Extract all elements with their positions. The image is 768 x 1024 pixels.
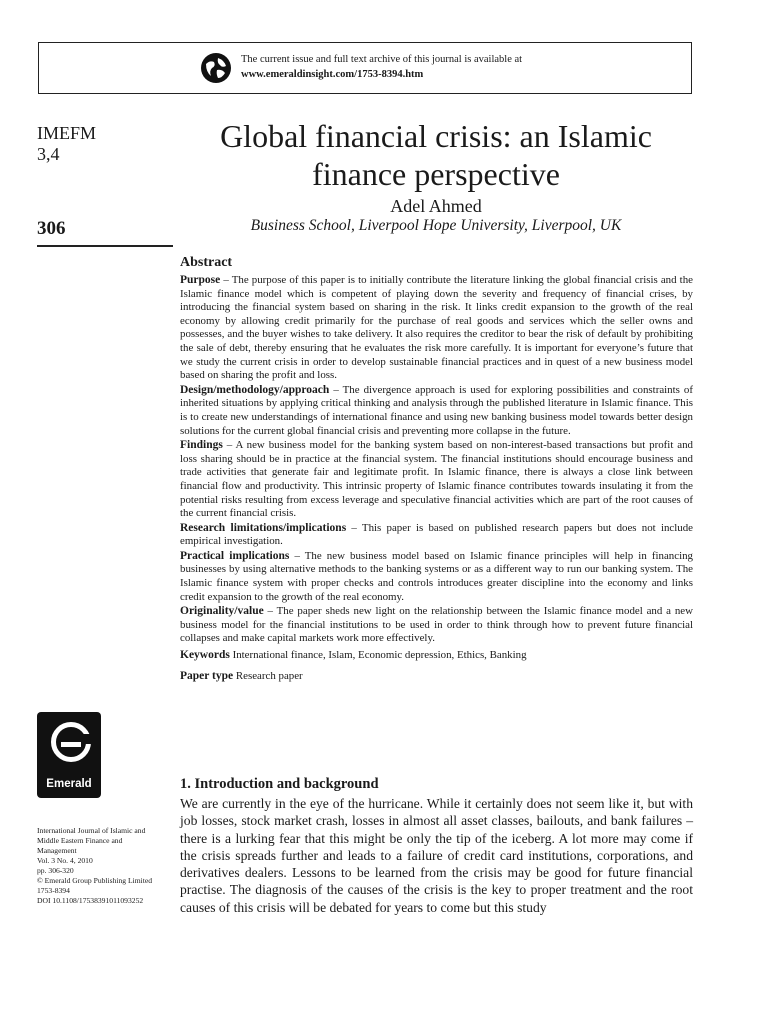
citation-line: Management — [37, 846, 77, 855]
abstract-findings — [180, 439, 693, 521]
keywords — [180, 649, 693, 663]
section-label: Originality/value — [180, 605, 264, 618]
journal-url-link[interactable]: www.emeraldinsight.com/1753-8394.htm — [241, 69, 424, 80]
section-text: – The paper sheds new light on the relationship between the Islamic finance model and a new business model for the financial institutions to be used in order to think through how to prevent future financial collapses and make capital markets work more effectively. — [180, 605, 693, 645]
citation-line: Middle Eastern Finance and — [37, 836, 123, 845]
abstract — [180, 255, 693, 684]
citation-line: Vol. 3 No. 4, 2010 — [37, 856, 93, 865]
emerald-logo-icon — [37, 712, 101, 798]
section-label: Purpose — [180, 274, 221, 286]
section-label: Findings — [180, 439, 223, 452]
section-text: – A new business model for the banking system based on non-interest-based transactions but profit and loss sharing should be in practice at the financial system. The financial institutions should encourage business and trade activities that generate fair and legitimate profit. In Islamic finance, there is always a close link between financial flow and productivity. This intrinsic property of Islamic finance contributes towards insulating it from the potential risks resulting from excess leverage and speculative financial activities which are part of the root causes of the current financial crisis. — [180, 439, 693, 520]
section-heading: 1. Introduction and background — [180, 776, 379, 792]
paper-type-label: Paper type — [180, 669, 234, 682]
section-label: Practical implications — [180, 549, 290, 562]
divider — [37, 245, 173, 247]
author-affiliation: Business School, Liverpool Hope University, Liverpool, UK — [250, 217, 622, 234]
section-label: Research limitations/implications — [180, 521, 347, 534]
paper-type — [180, 670, 693, 684]
page-number: 306 — [37, 218, 66, 239]
abstract-heading: Abstract — [180, 255, 233, 270]
citation-block — [37, 826, 177, 906]
journal-abbreviation: IMEFM — [37, 123, 97, 143]
abstract-purpose — [180, 274, 693, 383]
abstract-limitations — [180, 522, 693, 549]
section-label: Design/methodology/approach — [180, 383, 330, 396]
paper-type-text: Research paper — [233, 669, 303, 682]
journal-volume: 3,4 — [37, 144, 60, 164]
abstract-design — [180, 384, 693, 438]
section-text: – This paper is based on published research papers but does not include empirical investigation. — [180, 521, 693, 548]
journal-code — [37, 123, 96, 165]
globe-icon — [200, 52, 232, 84]
citation-line: 1753-8394 — [37, 886, 70, 895]
citation-line: DOI 10.1108/17538391011093252 — [37, 896, 144, 905]
journal-access-banner — [38, 42, 692, 94]
banner-text: The current issue and full text archive of this journal is available at — [241, 54, 523, 65]
paper-title: Global financial crisis: an Islamic finance perspective — [220, 118, 652, 192]
section-text: – The divergence approach is used for exploring possibilities and constraints of inherited situations by applying critical thinking and analysis through the published literature in Islamic finance. This is to create new understandings of international finance and using new banking business model towards better design solutions for the current global financial crisis and preventing more collapse in the future. — [180, 383, 693, 437]
citation-line: © Emerald Group Publishing Limited — [37, 876, 153, 885]
publisher-name: Emerald — [46, 778, 92, 790]
citation-line: International Journal of Islamic and — [37, 826, 146, 835]
section-text: – The new business model based on Islamic finance principles will help in financing businesses by using alternative methods to the banking systems or as a different way to run our banking system. The Islamic finance system with proper checks and controls introduces greater discipline into the economy and links credit expansion to the growth of the real economy. — [180, 549, 693, 603]
introduction-section — [180, 776, 693, 916]
citation-line: pp. 306-320 — [37, 866, 74, 875]
section-text: – The purpose of this paper is to initially contribute the literature linking the global financial crisis and the Islamic finance model which is competent of playing down the severity and frequency of financial crises, by introducing the financial system based on sharing in the risk. It links credit expansion to the growth of the real economy by allowing credit primarily for the purchase of real goods and services which the seller owns and possesses, and the buyer wishes to take delivery. It also requires the creditor to bear the risk of default by prohibiting the sale of debt, thereby ensuring that he evaluates the risk more carefully. It is important for everyone’s future that we study the current crisis in order to develop sustainable financial practices and in quest of a new business model based on sharing the profit and loss. — [180, 274, 693, 382]
keywords-text: International finance, Islam, Economic depression, Ethics, Banking — [229, 649, 527, 662]
keywords-label: Keywords — [180, 649, 230, 662]
abstract-originality — [180, 605, 693, 646]
author-name: Adel Ahmed — [390, 196, 482, 216]
body-paragraph: We are currently in the eye of the hurricane. While it certainly does not seem like it, but with job losses, stock market crash, losses in almost all asset classes, bailouts, and bank failures – there is a lurking fear that this might be only the tip of the iceberg. A lot more may come if the crisis spreads further and leads to a failure of credit card institutions, corporations, and derivatives dealers. Lessons to be learned from the crisis may be good for future financial practise. The diagnosis of the causes of the crisis is the key to proper treatment and the root causes of this crisis will be debated for years to come but this study — [180, 796, 693, 915]
abstract-practical — [180, 550, 693, 604]
